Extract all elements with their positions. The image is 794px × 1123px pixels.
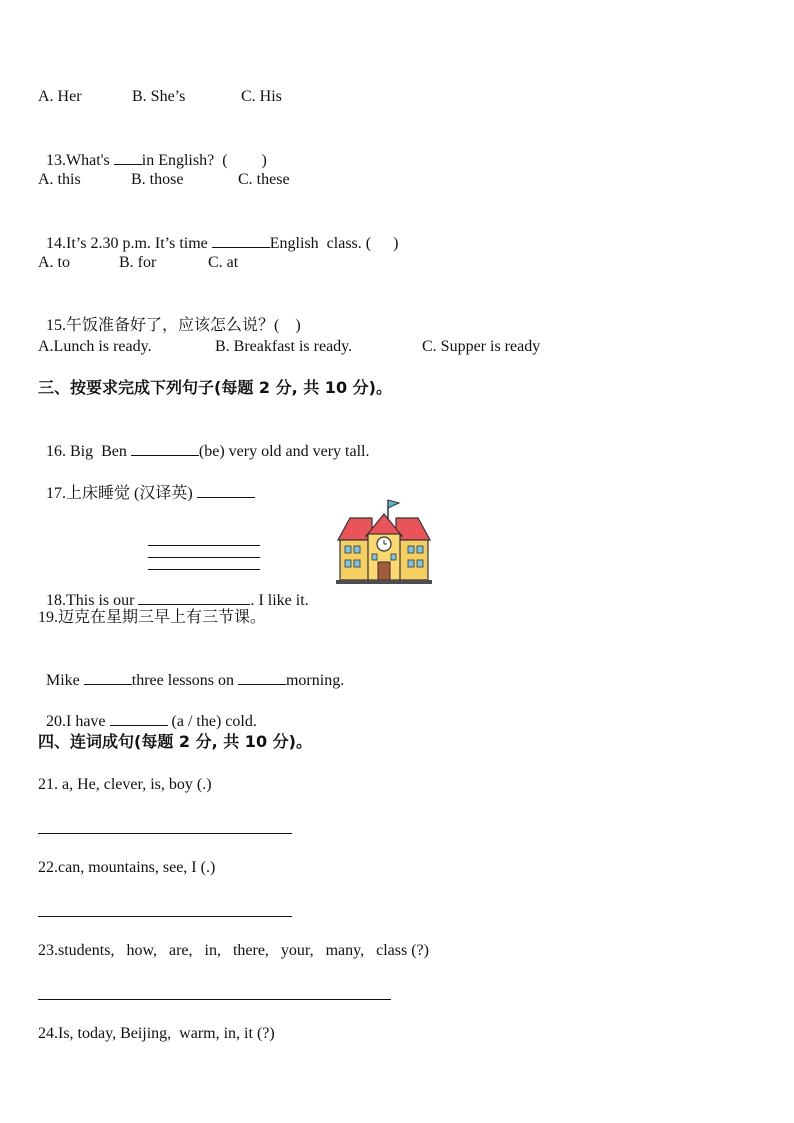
q15-close: ): [295, 317, 301, 334]
q18-suffix: . I like it.: [250, 592, 309, 609]
question-14: [38, 213, 398, 254]
question-19-answer: [38, 650, 344, 691]
section-4-heading: 四、连词成句(每题 2 分, 共 10 分)。: [38, 732, 312, 751]
section-3-heading: 三、按要求完成下列句子(每题 2 分, 共 10 分)。: [38, 378, 392, 397]
q19-blank-2[interactable]: [238, 670, 286, 685]
q15-text: 15.午饭准备好了，应该怎么说？(: [46, 317, 280, 334]
question-22: 22.can, mountains, see, I (.): [38, 859, 216, 876]
q21-answer-line[interactable]: [38, 833, 292, 834]
q18-blank[interactable]: [138, 590, 250, 605]
q14-suffix: English class. (: [269, 235, 372, 252]
q14-close: ): [393, 235, 399, 252]
q18-writing-line-1: [148, 545, 260, 546]
question-21: 21. a, He, clever, is, boy (.): [38, 776, 212, 793]
q14-blank[interactable]: [212, 233, 270, 248]
q15-option-b: B. Breakfast is ready.: [215, 338, 353, 355]
q18-prefix: 18.This is our: [46, 592, 139, 609]
q20-suffix: (a / the) cold.: [167, 713, 257, 730]
q12-option-c: C. His: [241, 88, 282, 105]
question-19: 19.迈克在星期三早上有三节课。: [38, 609, 267, 626]
q19-suffix: morning.: [285, 672, 345, 689]
q18-writing-line-2: [148, 557, 260, 558]
question-17: [38, 463, 255, 504]
question-23: 23.students, how, are, in, there, your, many, class (?): [38, 942, 429, 959]
q17-text: 17.上床睡觉 (汉译英): [46, 485, 197, 502]
q13-suffix: in English? (: [141, 152, 228, 169]
q17-blank[interactable]: [197, 483, 255, 498]
q20-prefix: 20.I have: [46, 713, 110, 730]
q19-prefix: Mike: [46, 672, 84, 689]
q15-option-c: C. Supper is ready: [422, 338, 541, 355]
q16-blank[interactable]: [131, 441, 199, 456]
school-building-image: [336, 496, 432, 586]
question-13: [38, 130, 267, 171]
q16-suffix: (be) very old and very tall.: [198, 443, 370, 460]
q19-blank-1[interactable]: [84, 670, 132, 685]
question-15: [38, 296, 301, 336]
q12-option-b: B. She’s: [132, 88, 186, 105]
question-18: [38, 570, 309, 611]
q13-option-b: B. those: [131, 171, 184, 188]
question-20: [38, 691, 257, 732]
q12-option-a: A. Her: [38, 88, 82, 105]
q14-prefix: 14.It’s 2.30 p.m. It’s time: [46, 235, 212, 252]
q14-option-a: A. to: [38, 254, 70, 271]
q13-blank[interactable]: [114, 150, 142, 165]
q14-option-c: C. at: [208, 254, 239, 271]
question-24: 24.Is, today, Beijing, warm, in, it (?): [38, 1025, 275, 1042]
q13-option-c: C. these: [238, 171, 290, 188]
q23-answer-line[interactable]: [38, 999, 391, 1000]
q22-answer-line[interactable]: [38, 916, 292, 917]
q13-close: ): [261, 152, 267, 169]
q14-option-b: B. for: [119, 254, 157, 271]
question-16: [38, 421, 370, 462]
q20-blank[interactable]: [110, 711, 168, 726]
q13-prefix: 13.What's: [46, 152, 114, 169]
q15-option-a: A.Lunch is ready.: [38, 338, 152, 355]
q13-option-a: A. this: [38, 171, 81, 188]
q19-middle: three lessons on: [131, 672, 238, 689]
q16-prefix: 16. Big Ben: [46, 443, 131, 460]
